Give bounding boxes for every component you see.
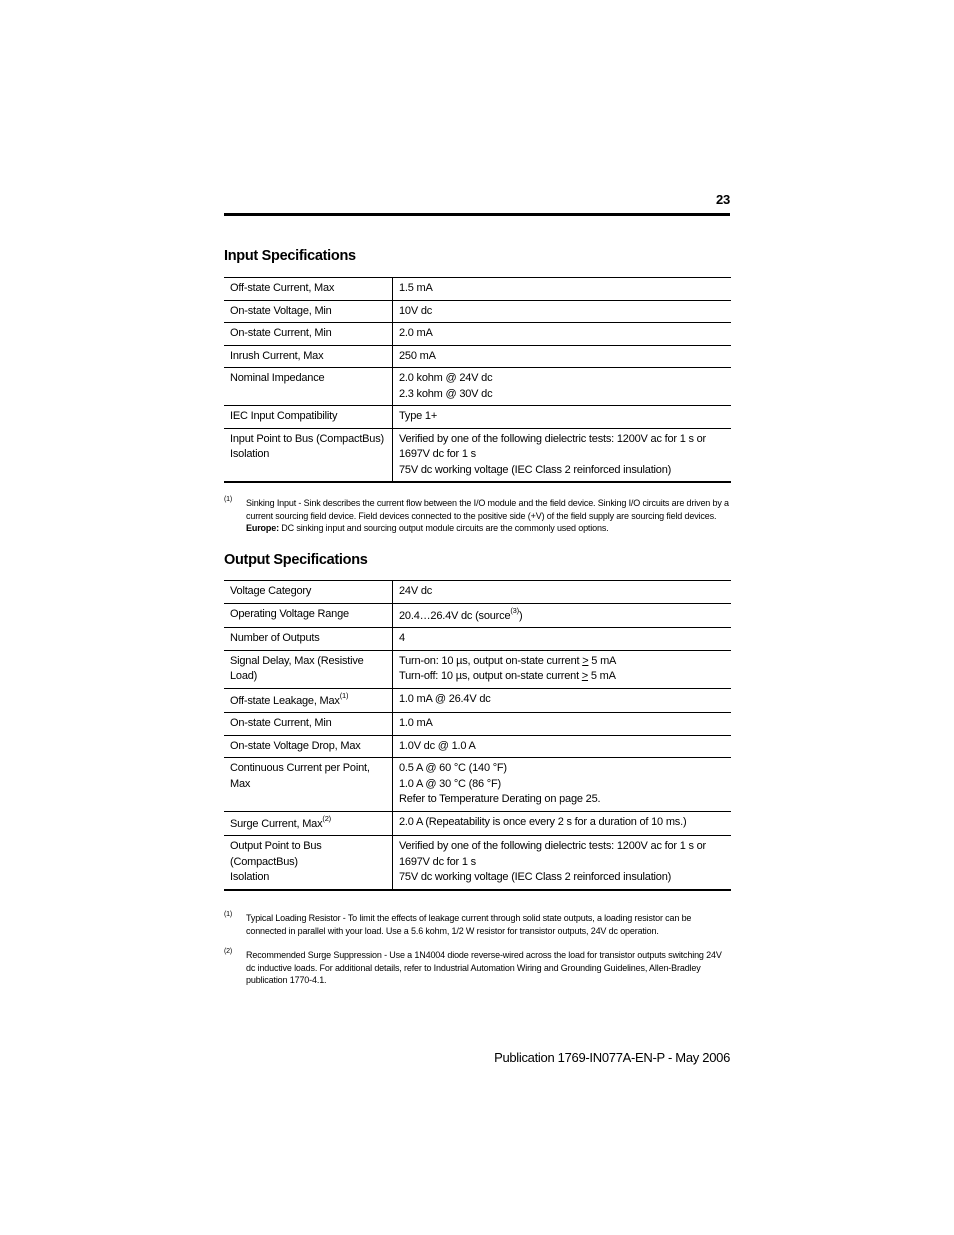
output-specs-table xyxy=(224,580,731,891)
value-cell: 1.0 mA @ 26.4V dc xyxy=(393,688,732,713)
footnote-ref: (3) xyxy=(510,605,519,615)
param-cell: Off-state Current, Max xyxy=(224,278,393,301)
header-rule xyxy=(224,213,730,216)
param-cell: On-state Current, Min xyxy=(224,323,393,346)
param-cell: Nominal Impedance xyxy=(224,368,393,406)
table-row xyxy=(224,628,731,651)
footnote-text: Recommended Surge Suppression - Use a 1N4004 diode reverse-wired across the load for transistor outputs switching 24V dc inductive loads. For additional details, refer to Industrial Automation Wiring and Grounding Guidelines, Allen-Bradley publication 1770-4.1. xyxy=(246,950,722,985)
table-row xyxy=(224,735,731,758)
table-row xyxy=(224,581,731,604)
footnote-mark: (2) xyxy=(224,948,233,955)
output-specs-title: Output Specifications xyxy=(224,552,368,568)
value-cell: 1.0V dc @ 1.0 A xyxy=(393,735,732,758)
table-row xyxy=(224,758,731,812)
footnote-ref: (1) xyxy=(339,690,349,700)
output-footnote-2 xyxy=(224,949,730,987)
value-cell xyxy=(393,758,732,812)
param-cell: Continuous Current per Point, Max xyxy=(224,758,393,812)
footnote-mark: (1) xyxy=(224,496,233,503)
value-line: 1.0 A @ 30 °C (86 °F) xyxy=(399,777,501,790)
param-cell: On-state Current, Min xyxy=(224,713,393,736)
value-cell: 1.5 mA xyxy=(393,278,732,301)
param-cell: IEC Input Compatibility xyxy=(224,406,393,429)
table-row xyxy=(224,368,731,406)
param-cell: Voltage Category xyxy=(224,581,393,604)
table-row xyxy=(224,811,731,836)
param-line: Isolation xyxy=(230,871,270,883)
param-line: Output Point to Bus (CompactBus) xyxy=(230,840,322,868)
param-cell xyxy=(224,836,393,890)
param-cell: On-state Voltage Drop, Max xyxy=(224,735,393,758)
page-number: 23 xyxy=(715,192,730,207)
value-cell: 24V dc xyxy=(393,581,732,604)
param-cell: Off-state Leakage, Max$^{(1)}$ xyxy=(224,688,393,713)
param-cell: Number of Outputs xyxy=(224,628,393,651)
value-line: 75V dc working voltage (IEC Class 2 reinforced insulation) xyxy=(399,871,672,883)
footnote-bold: Europe: xyxy=(246,523,279,533)
table-row xyxy=(224,603,731,628)
table-row xyxy=(224,323,731,346)
publication-footer: Publication 1769-IN077A-EN-P - May 2006 xyxy=(494,1050,730,1065)
value-cell: 2.0 mA xyxy=(393,323,732,346)
param-cell: On-state Voltage, Min xyxy=(224,300,393,323)
value-line: 0.5 A @ 60 °C (140 °F) xyxy=(399,762,507,774)
input-footnote xyxy=(224,497,730,535)
table-row xyxy=(224,836,731,890)
table-row xyxy=(224,650,731,688)
param-line: Isolation xyxy=(230,448,270,460)
value-cell: 4 xyxy=(393,628,732,651)
value-cell: 10V dc xyxy=(393,300,732,323)
value-line: Turn-on: 10 µs, output on-state current > 5 mA xyxy=(399,654,617,667)
value-line: 2.0 kohm @ 24V dc xyxy=(399,372,493,384)
value-cell: 250 mA xyxy=(393,345,732,368)
footnote-text: Sinking Input - Sink describes the current flow between the I/O module and the field device. Sinking I/O circuits are driven by a current sourcing field device. Field devices connected to the positive side (+V) of the field supply are sourcing field devices. Europe: DC sinking input and sourcing output module circuits are the commonly used options. xyxy=(246,498,729,533)
value-line: Refer to Temperature Derating on page 25. xyxy=(399,793,601,805)
value-cell xyxy=(393,836,732,890)
input-specs-table xyxy=(224,277,731,483)
value-cell xyxy=(393,428,732,482)
footnote-text: Typical Loading Resistor - To limit the effects of leakage current through solid state outputs, a loading resistor can be connected in parallel with your load. Use a 5.6 kohm, 1/2 W resistor for transistor outputs, 24V dc operation. xyxy=(246,913,692,936)
table-row xyxy=(224,428,731,482)
param-cell: Operating Voltage Range xyxy=(224,603,393,628)
footnote-mark: (1) xyxy=(224,911,233,918)
table-row xyxy=(224,406,731,429)
param-cell xyxy=(224,428,393,482)
param-cell: Signal Delay, Max (Resistive Load) xyxy=(224,650,393,688)
value-cell xyxy=(393,368,732,406)
param-cell: Surge Current, Max$^{(2)}$ xyxy=(224,811,393,836)
value-cell xyxy=(393,650,732,688)
table-row xyxy=(224,688,731,713)
input-specs-title: Input Specifications xyxy=(224,248,356,264)
value-cell: Type 1+ xyxy=(393,406,732,429)
table-row xyxy=(224,300,731,323)
value-line: Verified by one of the following dielectric tests: 1200V ac for 1 s or 1697V dc for 1 s xyxy=(399,432,707,460)
value-cell: 20.4…26.4V dc (source$^{(3)}$) xyxy=(393,603,732,628)
value-line: Turn-off: 10 µs, output on-state current > 5 mA xyxy=(399,670,616,682)
value-line: Verified by one of the following dielectric tests: 1200V ac for 1 s or 1697V dc for 1 s xyxy=(399,840,707,868)
output-footnote-1 xyxy=(224,912,730,937)
param-line: Input Point to Bus (CompactBus) xyxy=(230,432,384,445)
value-line: 75V dc working voltage (IEC Class 2 reinforced insulation) xyxy=(399,463,672,476)
footnote-ref: (2) xyxy=(322,813,331,823)
table-row xyxy=(224,345,731,368)
table-row xyxy=(224,278,731,301)
table-row xyxy=(224,713,731,736)
param-cell: Inrush Current, Max xyxy=(224,345,393,368)
value-cell: 1.0 mA xyxy=(393,713,732,736)
value-cell: 2.0 A (Repeatability is once every 2 s for a duration of 10 ms.) xyxy=(393,811,732,836)
value-line: 2.3 kohm @ 30V dc xyxy=(399,387,493,400)
